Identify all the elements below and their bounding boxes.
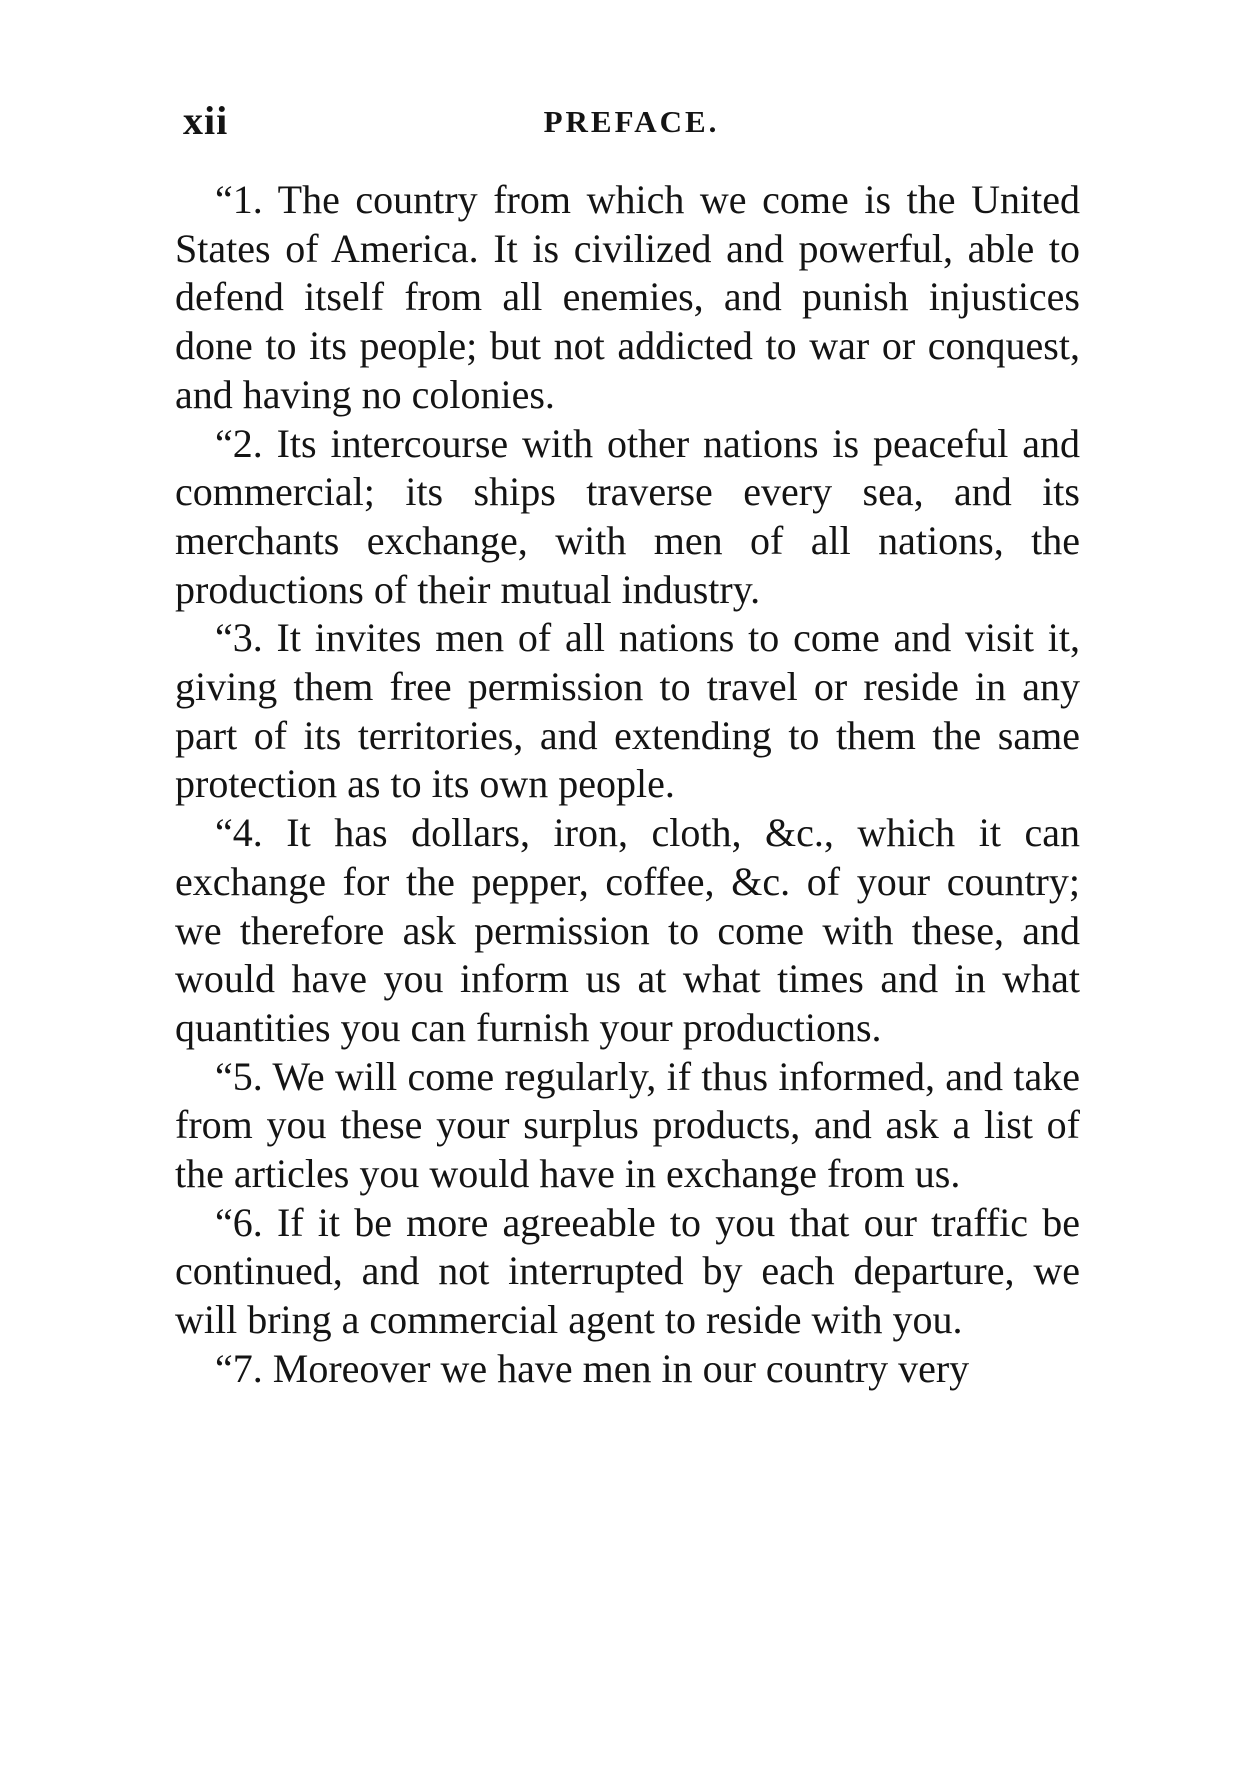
paragraph-1: “1. The country from which we come is the United States of America. It is civilized and powerful, able to defend itself from all enemies, and punish injustices done to its people; but not addicted to war or conquest, and having no colonies. — [175, 177, 1080, 417]
paragraph-7: “7. Moreover we have men in our country very — [215, 1345, 970, 1391]
body-text — [175, 176, 1080, 1394]
paragraph-2: “2. Its intercourse with other nations is peaceful and commercial; its ships traverse every sea, and its merchants exchange, with men of all nations, the productions of their mutual industry. — [175, 420, 1080, 612]
running-title: PREFACE. — [543, 104, 720, 139]
page-number: xii — [183, 98, 229, 143]
paragraph-4: “4. It has dollars, iron, cloth, &c., which it can exchange for the pepper, coffee, &c. of your country; we therefore ask permission to come with these, and would have you inform us at what times and in what quantities you can furnish your productions. — [175, 810, 1080, 1050]
paragraph-6: “6. If it be more agreeable to you that our traffic be continued, and not interrupted by each departure, we will bring a commercial agent to reside with you. — [175, 1199, 1080, 1343]
running-head — [183, 96, 1080, 146]
paragraph-3: “3. It invites men of all nations to come and visit it, giving them free permission to travel or reside in any part of its territories, and extending to them the same protection as to its own people. — [175, 615, 1080, 807]
paragraph-5: “5. We will come regularly, if thus informed, and take from you these your surplus products, and ask a list of the articles you would have in exchange from us. — [175, 1053, 1080, 1197]
